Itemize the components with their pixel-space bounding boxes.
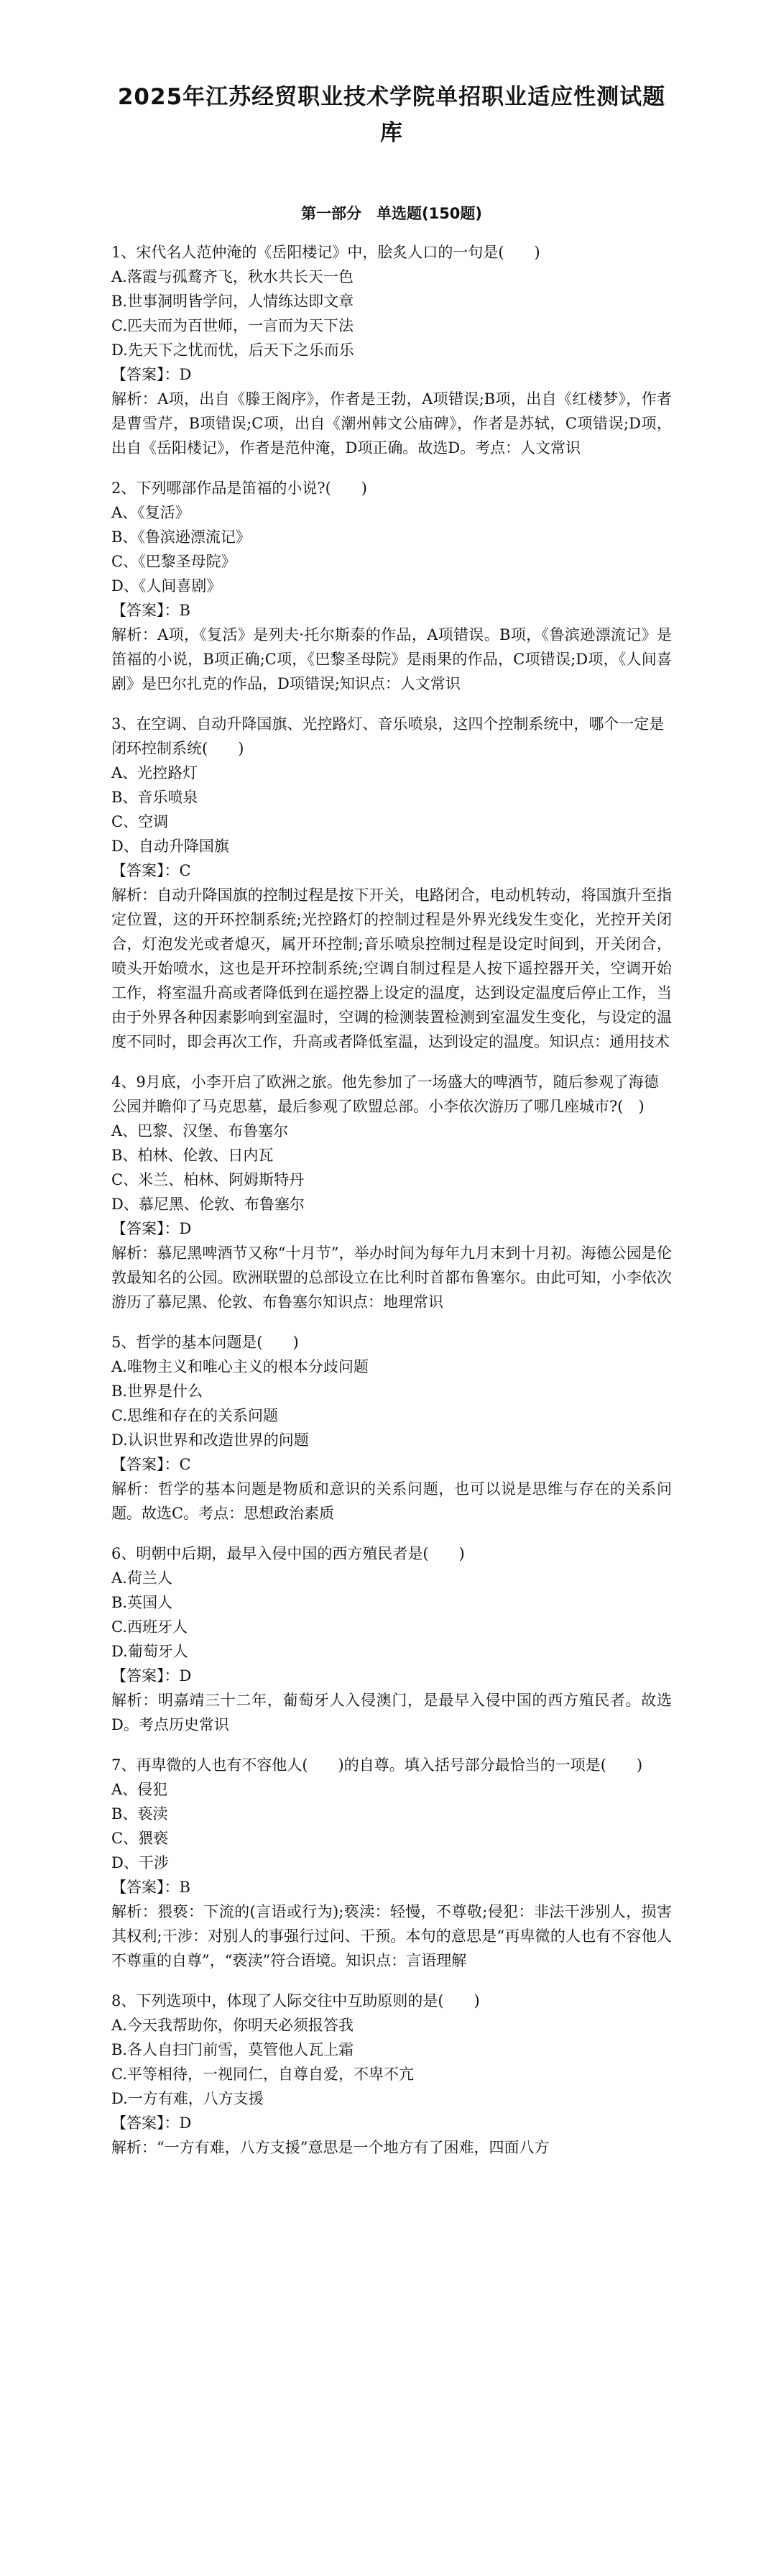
document-page — [111, 79, 672, 2176]
question-block — [111, 1753, 672, 1973]
answer-key: 【答案】：C — [111, 862, 191, 879]
answer-key: 【答案】：D — [111, 1667, 192, 1685]
question-stem: 2、下列哪部作品是笛福的小说?( ) — [111, 480, 368, 497]
question-stem: 8、下列选项中，体现了人际交往中互助原则的是( ) — [111, 1992, 480, 2009]
question-stem: 7、再卑微的人也有不容他人( )的自尊。填入括号部分最恰当的一项是( ) — [111, 1756, 643, 1774]
answer-option: B、音乐喷泉 — [111, 789, 198, 806]
answer-option: A.荷兰人 — [111, 1569, 172, 1587]
answer-option: B.各人自扫门前雪，莫管他人瓦上霜 — [111, 2041, 354, 2058]
answer-key: 【答案】：B — [111, 602, 190, 619]
answer-option: D.先天下之忧而忧，后天下之乐而乐 — [111, 342, 354, 359]
answer-option: D、慕尼黑、伦敦、布鲁塞尔 — [111, 1196, 305, 1213]
analysis-text: 解析：哲学的基本问题是物质和意识的关系问题，也可以说是思维与存在的关系问题。故选C。考点：思想政治素质 — [111, 1480, 672, 1522]
answer-key: 【答案】：B — [111, 1879, 190, 1896]
answer-option: B、亵渎 — [111, 1805, 168, 1823]
question-stem: 5、哲学的基本问题是( ) — [111, 1334, 299, 1351]
answer-option: A.唯物主义和唯心主义的根本分歧问题 — [111, 1358, 369, 1375]
answer-option: B、柏林、伦敦、日内瓦 — [111, 1147, 274, 1164]
answer-option: D.一方有难，八方支援 — [111, 2090, 264, 2107]
answer-option: D、自动升降国旗 — [111, 838, 229, 855]
question-block — [111, 712, 672, 1054]
answer-option: B.世界是什么 — [111, 1383, 203, 1400]
answer-option: B.英国人 — [111, 1594, 173, 1611]
answer-option: C、猥亵 — [111, 1830, 169, 1847]
analysis-text: 解析：自动升降国旗的控制过程是按下开关，电路闭合，电动机转动，将国旗升至指定位置，这的开环控制系统;光控路灯的控制过程是外界光线发生变化，光控开关闭合，灯泡发光或者熄灭，属开环控制;音乐喷泉控制过程是设定时间到，开关闭合，喷头开始喷水，这也是开环控制系统;空调自制过程是人按下遥控器开关，空调开始工作，将室温升高或者降低到在遥控器上设定的温度，达到设定温度后停止工作，当由于外界各种因素影响到室温时，空调的检测装置检测到室温发生变化，与设定的温度不同时，即会再次工作，升高或者降低室温，达到设定的温度。知识点：通用技术 — [111, 886, 672, 1050]
analysis-text: 解析：明嘉靖三十二年，葡萄牙人入侵澳门，是最早入侵中国的西方殖民者。故选D。考点历史常识 — [111, 1692, 672, 1733]
answer-option: D.葡萄牙人 — [111, 1643, 188, 1660]
question-block — [111, 1330, 672, 1526]
answer-option: A、巴黎、汉堡、布鲁塞尔 — [111, 1122, 289, 1140]
answer-option: C.匹夫而为百世师，一言而为天下法 — [111, 317, 354, 334]
document-title: 2025年江苏经贸职业技术学院单招职业适应性测试题库 — [117, 84, 666, 146]
answer-option: D.认识世界和改造世界的问题 — [111, 1431, 309, 1449]
answer-option: C、空调 — [111, 813, 169, 830]
answer-option: C、米兰、柏林、阿姆斯特丹 — [111, 1171, 305, 1188]
answer-option: B、《鲁滨逊漂流记》 — [111, 528, 251, 546]
analysis-text: 解析：A项，《复活》是列夫·托尔斯泰的作品，A项错误。B项，《鲁滨逊漂流记》是笛福的小说，B项正确;C项，《巴黎圣母院》是雨果的作品，C项错误;D项，《人间喜剧》是巴尔扎克的作品，D项错误;知识点：人文常识 — [111, 626, 672, 692]
analysis-text: 解析：“一方有难，八方支援”意思是一个地方有了困难，四面八方 — [111, 2139, 550, 2156]
answer-option: C、《巴黎圣母院》 — [111, 553, 236, 570]
answer-key: 【答案】：D — [111, 366, 192, 383]
answer-option: D、《人间喜剧》 — [111, 577, 222, 595]
question-stem: 6、明朝中后期，最早入侵中国的西方殖民者是( ) — [111, 1545, 465, 1562]
answer-option: C.平等相待，一视同仁，自尊自爱，不卑不亢 — [111, 2066, 414, 2083]
answer-key: 【答案】：D — [111, 2114, 192, 2132]
answer-option: A.落霞与孤鹜齐飞，秋水共长天一色 — [111, 268, 354, 285]
answer-option: D、干涉 — [111, 1854, 169, 1871]
answer-key: 【答案】：C — [111, 1456, 191, 1473]
answer-option: C.西班牙人 — [111, 1618, 188, 1636]
analysis-text: 解析：A项，出自《滕王阁序》，作者是王勃，A项错误;B项，出自《红楼梦》，作者是曹雪芹，B项错误;C项，出自《潮州韩文公庙碑》，作者是苏轼，C项错误;D项，出自《岳阳楼记》，作者是范仲淹，D项正确。故选D。考点：人文常识 — [111, 390, 672, 457]
question-stem: 4、9月底，小李开启了欧洲之旅。他先参加了一场盛大的啤酒节，随后参观了海德公园并瞻仰了马克思墓，最后参观了欧盟总部。小李依次游历了哪几座城市?( ) — [111, 1073, 659, 1115]
answer-option: A、侵犯 — [111, 1781, 168, 1798]
answer-option: A.今天我帮助你，你明天必须报答我 — [111, 2017, 354, 2034]
answer-option: C.思维和存在的关系问题 — [111, 1407, 278, 1424]
answer-option: A、《复活》 — [111, 504, 190, 521]
question-stem: 3、在空调、自动升降国旗、光控路灯、音乐喷泉，这四个控制系统中，哪个一定是闭环控制系统( ) — [111, 715, 665, 757]
analysis-text: 解析：慕尼黑啤酒节又称“十月节”，举办时间为每年九月末到十月初。海德公园是伦敦最知名的公园。欧洲联盟的总部设立在比利时首都布鲁塞尔。由此可知，小李依次游历了慕尼黑、伦敦、布鲁塞尔知识点：地理常识 — [111, 1245, 672, 1311]
question-block — [111, 476, 672, 696]
answer-key: 【答案】：D — [111, 1220, 192, 1237]
answer-option: B.世事洞明皆学问，人情练达即文章 — [111, 293, 354, 310]
question-list — [111, 240, 672, 2160]
question-block — [111, 1541, 672, 1737]
question-block — [111, 1070, 672, 1314]
question-block — [111, 1989, 672, 2160]
question-block — [111, 240, 672, 460]
section-title: 第一部分 单选题(150题) — [300, 205, 483, 222]
question-stem: 1、宋代名人范仲淹的《岳阳楼记》中，脍炙人口的一句是( ) — [111, 244, 540, 261]
answer-option: A、光控路灯 — [111, 764, 198, 781]
analysis-text: 解析：猥亵：下流的(言语或行为);亵渎：轻慢，不尊敬;侵犯：非法干涉别人，损害其权利;干涉：对别人的事强行过问、干预。本句的意思是“再卑微的人也有不容他人不尊重的自尊”，“亵渎”符合语境。知识点：言语理解 — [111, 1903, 672, 1969]
